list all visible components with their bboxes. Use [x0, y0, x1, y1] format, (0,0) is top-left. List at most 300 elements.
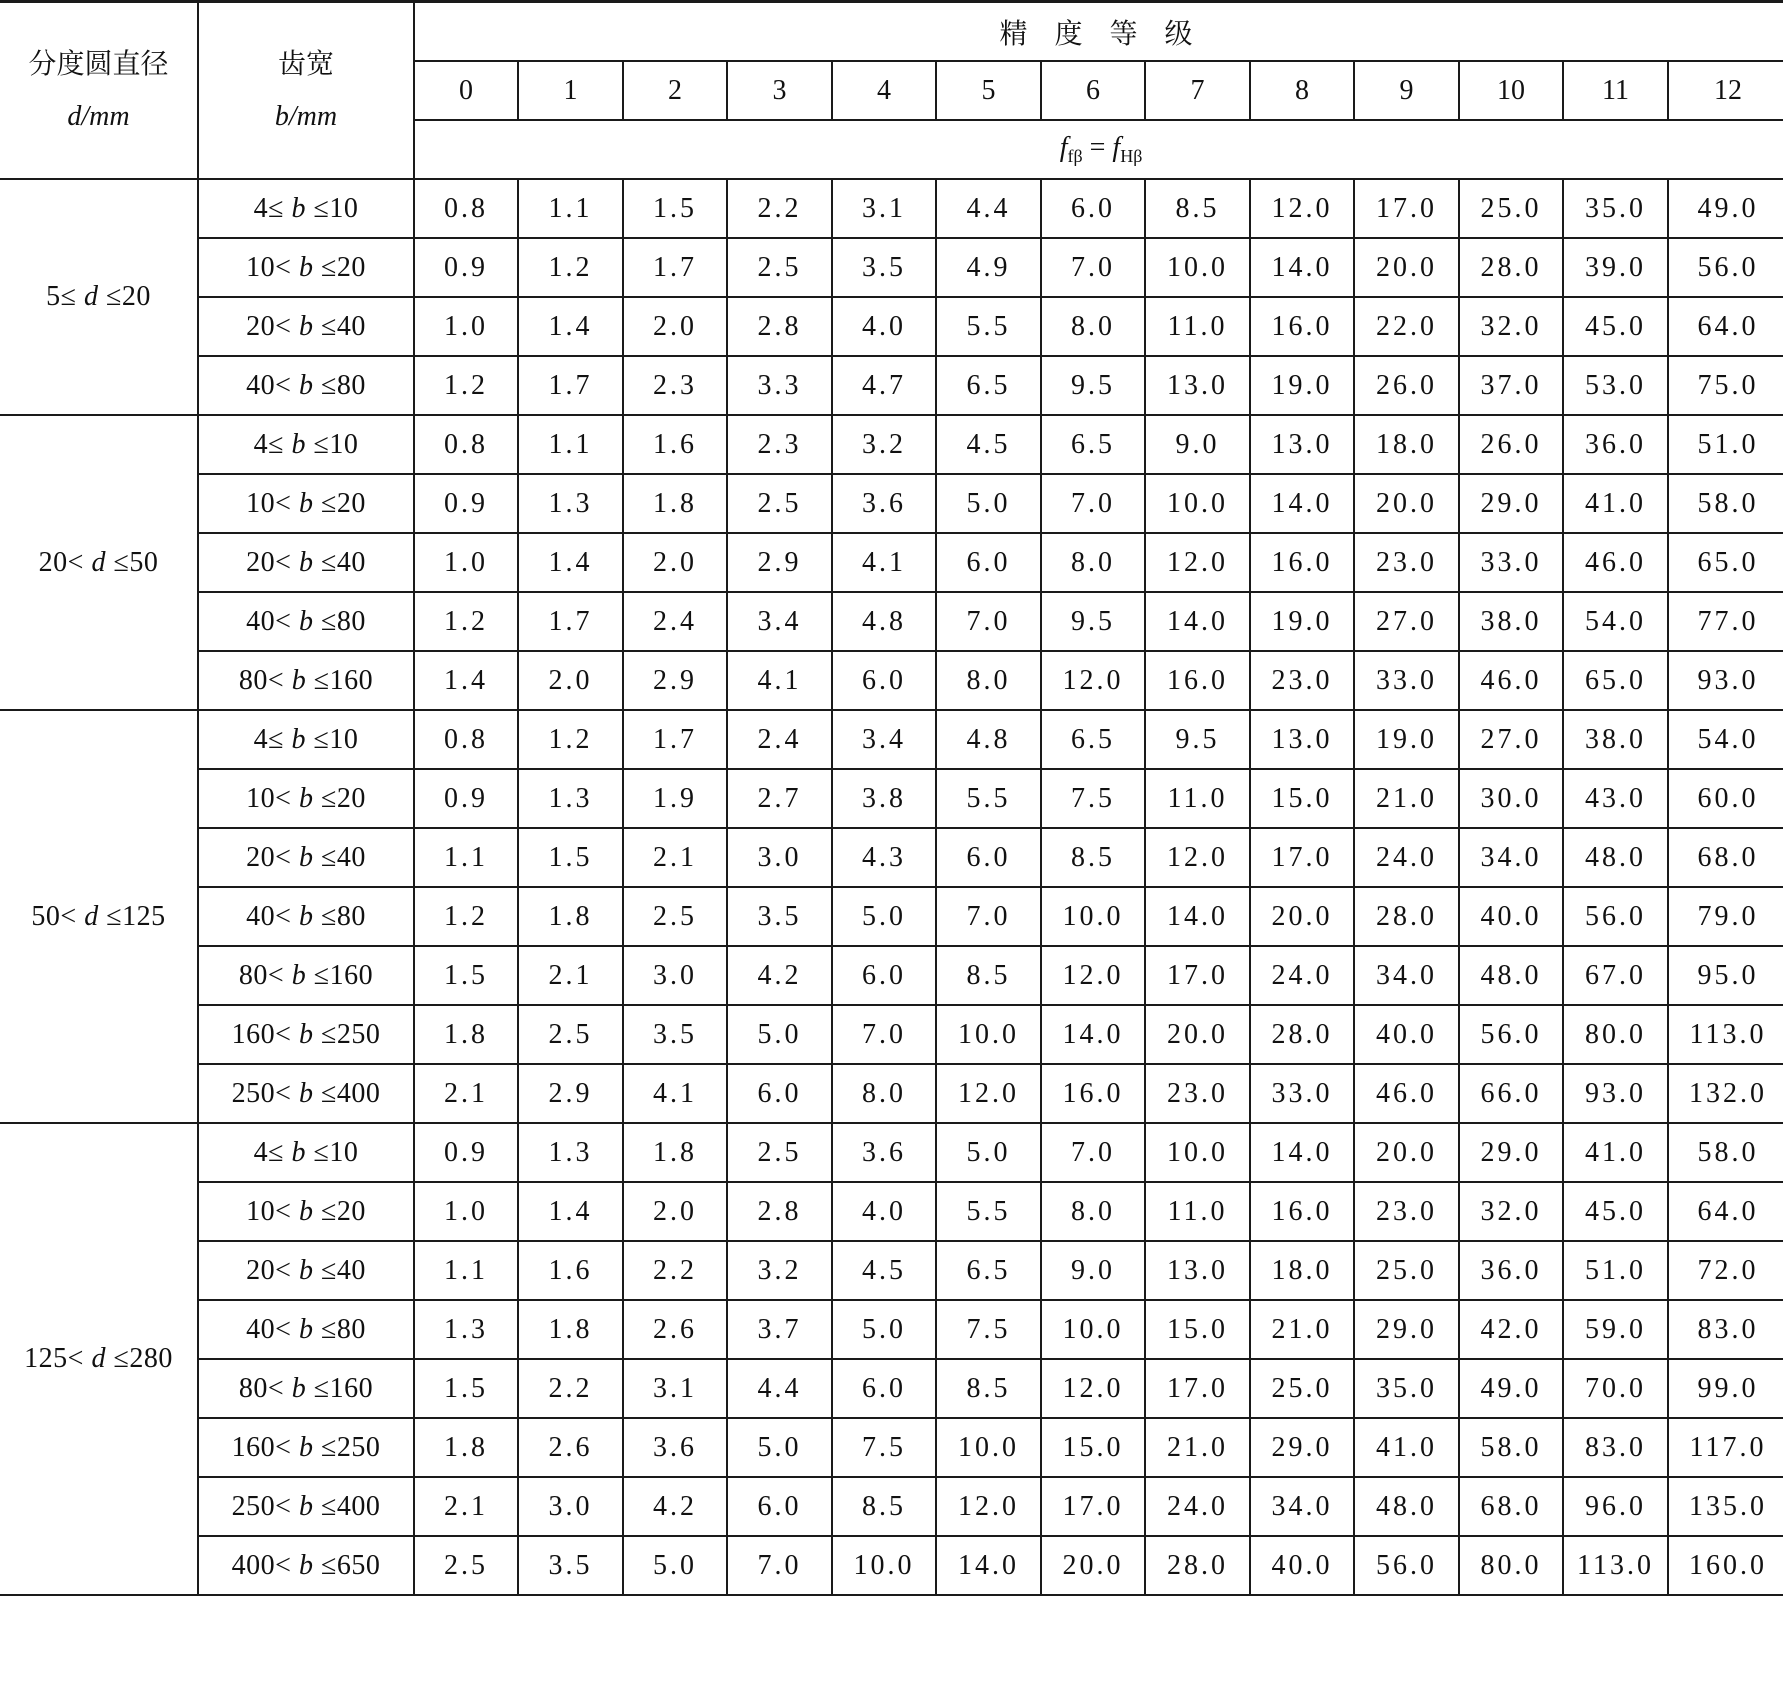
value-cell-grade-8: 33.0: [1250, 1064, 1354, 1123]
value-cell-grade-12: 64.0: [1668, 1182, 1783, 1241]
value-cell-grade-11: 83.0: [1563, 1418, 1668, 1477]
value-cell-grade-1: 1.8: [518, 1300, 623, 1359]
value-cell-grade-10: 37.0: [1459, 356, 1563, 415]
value-cell-grade-2: 1.7: [623, 238, 727, 297]
header-formula: $f_{f\beta} = f_{H\beta}$: [414, 120, 1783, 179]
value-cell-grade-7: 10.0: [1145, 238, 1250, 297]
value-cell-grade-6: 15.0: [1041, 1418, 1145, 1477]
value-cell-grade-7: 20.0: [1145, 1005, 1250, 1064]
grade-header-8: 8: [1250, 61, 1354, 120]
value-cell-grade-0: 1.0: [414, 1182, 518, 1241]
table-row: [0, 1005, 1783, 1064]
value-cell-grade-10: 46.0: [1459, 651, 1563, 710]
value-cell-grade-9: 18.0: [1354, 415, 1459, 474]
value-cell-grade-3: 2.8: [727, 297, 832, 356]
width-range-cell: 4≤ b ≤10: [198, 1123, 414, 1182]
value-cell-grade-9: 46.0: [1354, 1064, 1459, 1123]
value-cell-grade-12: 54.0: [1668, 710, 1783, 769]
value-cell-grade-11: 93.0: [1563, 1064, 1668, 1123]
value-cell-grade-2: 4.2: [623, 1477, 727, 1536]
width-range-cell: 10< b ≤20: [198, 238, 414, 297]
value-cell-grade-3: 3.3: [727, 356, 832, 415]
table-row: [0, 238, 1783, 297]
value-cell-grade-5: 5.0: [936, 1123, 1041, 1182]
value-cell-grade-3: 3.5: [727, 887, 832, 946]
value-cell-grade-2: 1.8: [623, 1123, 727, 1182]
table-row: [0, 1418, 1783, 1477]
value-cell-grade-8: 16.0: [1250, 1182, 1354, 1241]
width-range-cell: 40< b ≤80: [198, 592, 414, 651]
value-cell-grade-2: 2.0: [623, 1182, 727, 1241]
value-cell-grade-7: 12.0: [1145, 828, 1250, 887]
table-body: [0, 2, 1783, 1596]
value-cell-grade-8: 16.0: [1250, 533, 1354, 592]
value-cell-grade-4: 8.5: [832, 1477, 936, 1536]
table-row: [0, 297, 1783, 356]
value-cell-grade-12: 72.0: [1668, 1241, 1783, 1300]
width-range-cell: 160< b ≤250: [198, 1418, 414, 1477]
width-range-cell: 40< b ≤80: [198, 1300, 414, 1359]
value-cell-grade-10: 58.0: [1459, 1418, 1563, 1477]
value-cell-grade-8: 13.0: [1250, 710, 1354, 769]
value-cell-grade-12: 132.0: [1668, 1064, 1783, 1123]
value-cell-grade-4: 4.1: [832, 533, 936, 592]
value-cell-grade-3: 4.1: [727, 651, 832, 710]
value-cell-grade-7: 11.0: [1145, 297, 1250, 356]
value-cell-grade-11: 56.0: [1563, 887, 1668, 946]
value-cell-grade-11: 39.0: [1563, 238, 1668, 297]
value-cell-grade-5: 8.5: [936, 1359, 1041, 1418]
value-cell-grade-9: 19.0: [1354, 710, 1459, 769]
value-cell-grade-2: 2.4: [623, 592, 727, 651]
value-cell-grade-8: 28.0: [1250, 1005, 1354, 1064]
value-cell-grade-6: 6.5: [1041, 710, 1145, 769]
value-cell-grade-1: 3.0: [518, 1477, 623, 1536]
value-cell-grade-7: 16.0: [1145, 651, 1250, 710]
width-range-cell: 10< b ≤20: [198, 769, 414, 828]
table-row: [0, 1182, 1783, 1241]
value-cell-grade-9: 25.0: [1354, 1241, 1459, 1300]
value-cell-grade-7: 9.5: [1145, 710, 1250, 769]
value-cell-grade-2: 2.0: [623, 533, 727, 592]
table-row: [0, 1300, 1783, 1359]
value-cell-grade-6: 16.0: [1041, 1064, 1145, 1123]
value-cell-grade-8: 12.0: [1250, 179, 1354, 238]
value-cell-grade-9: 34.0: [1354, 946, 1459, 1005]
value-cell-grade-4: 4.0: [832, 1182, 936, 1241]
value-cell-grade-1: 1.4: [518, 297, 623, 356]
width-range-cell: 4≤ b ≤10: [198, 415, 414, 474]
value-cell-grade-8: 13.0: [1250, 415, 1354, 474]
value-cell-grade-0: 1.3: [414, 1300, 518, 1359]
value-cell-grade-3: 2.5: [727, 238, 832, 297]
header-width-unit: b/mm: [274, 100, 338, 132]
value-cell-grade-4: 10.0: [832, 1536, 936, 1595]
value-cell-grade-4: 4.5: [832, 1241, 936, 1300]
value-cell-grade-0: 1.2: [414, 356, 518, 415]
value-cell-grade-12: 79.0: [1668, 887, 1783, 946]
value-cell-grade-5: 5.5: [936, 297, 1041, 356]
value-cell-grade-10: 33.0: [1459, 533, 1563, 592]
value-cell-grade-4: 4.0: [832, 297, 936, 356]
value-cell-grade-1: 2.0: [518, 651, 623, 710]
table-row: [0, 1123, 1783, 1182]
value-cell-grade-8: 40.0: [1250, 1536, 1354, 1595]
value-cell-grade-11: 43.0: [1563, 769, 1668, 828]
value-cell-grade-10: 29.0: [1459, 1123, 1563, 1182]
value-cell-grade-10: 80.0: [1459, 1536, 1563, 1595]
value-cell-grade-1: 1.5: [518, 828, 623, 887]
width-range-cell: 20< b ≤40: [198, 533, 414, 592]
value-cell-grade-0: 1.0: [414, 533, 518, 592]
width-range-cell: 4≤ b ≤10: [198, 710, 414, 769]
value-cell-grade-10: 27.0: [1459, 710, 1563, 769]
value-cell-grade-6: 7.5: [1041, 769, 1145, 828]
value-cell-grade-0: 1.8: [414, 1005, 518, 1064]
value-cell-grade-2: 2.0: [623, 297, 727, 356]
value-cell-grade-1: 3.5: [518, 1536, 623, 1595]
value-cell-grade-5: 12.0: [936, 1064, 1041, 1123]
value-cell-grade-1: 1.7: [518, 592, 623, 651]
value-cell-grade-10: 42.0: [1459, 1300, 1563, 1359]
value-cell-grade-9: 41.0: [1354, 1418, 1459, 1477]
width-range-cell: 400< b ≤650: [198, 1536, 414, 1595]
value-cell-grade-4: 3.2: [832, 415, 936, 474]
value-cell-grade-11: 67.0: [1563, 946, 1668, 1005]
value-cell-grade-1: 2.6: [518, 1418, 623, 1477]
value-cell-grade-7: 8.5: [1145, 179, 1250, 238]
value-cell-grade-10: 36.0: [1459, 1241, 1563, 1300]
table-row: [0, 179, 1783, 238]
value-cell-grade-3: 3.0: [727, 828, 832, 887]
value-cell-grade-0: 1.2: [414, 592, 518, 651]
value-cell-grade-3: 2.4: [727, 710, 832, 769]
value-cell-grade-6: 10.0: [1041, 1300, 1145, 1359]
value-cell-grade-7: 14.0: [1145, 887, 1250, 946]
value-cell-grade-9: 35.0: [1354, 1359, 1459, 1418]
grade-header-12: 12: [1668, 61, 1783, 120]
width-range-cell: 40< b ≤80: [198, 356, 414, 415]
value-cell-grade-10: 49.0: [1459, 1359, 1563, 1418]
value-cell-grade-5: 8.5: [936, 946, 1041, 1005]
value-cell-grade-9: 23.0: [1354, 1182, 1459, 1241]
value-cell-grade-6: 8.5: [1041, 828, 1145, 887]
value-cell-grade-9: 24.0: [1354, 828, 1459, 887]
value-cell-grade-1: 1.4: [518, 533, 623, 592]
value-cell-grade-4: 3.6: [832, 1123, 936, 1182]
value-cell-grade-7: 13.0: [1145, 1241, 1250, 1300]
header-width-label: 齿宽: [277, 48, 334, 80]
value-cell-grade-7: 9.0: [1145, 415, 1250, 474]
value-cell-grade-11: 48.0: [1563, 828, 1668, 887]
value-cell-grade-7: 21.0: [1145, 1418, 1250, 1477]
value-cell-grade-12: 64.0: [1668, 297, 1783, 356]
value-cell-grade-1: 2.1: [518, 946, 623, 1005]
value-cell-grade-4: 6.0: [832, 651, 936, 710]
value-cell-grade-0: 1.2: [414, 887, 518, 946]
value-cell-grade-0: 2.1: [414, 1064, 518, 1123]
value-cell-grade-5: 4.8: [936, 710, 1041, 769]
diameter-range-cell: 50< d ≤125: [0, 710, 198, 1123]
value-cell-grade-4: 3.6: [832, 474, 936, 533]
value-cell-grade-8: 18.0: [1250, 1241, 1354, 1300]
value-cell-grade-9: 27.0: [1354, 592, 1459, 651]
table-row: [0, 533, 1783, 592]
value-cell-grade-0: 0.8: [414, 179, 518, 238]
value-cell-grade-3: 2.3: [727, 415, 832, 474]
value-cell-grade-3: 2.5: [727, 474, 832, 533]
value-cell-grade-7: 11.0: [1145, 1182, 1250, 1241]
value-cell-grade-0: 0.9: [414, 1123, 518, 1182]
table-row: [0, 1241, 1783, 1300]
value-cell-grade-3: 2.2: [727, 179, 832, 238]
value-cell-grade-4: 6.0: [832, 946, 936, 1005]
value-cell-grade-2: 3.6: [623, 1418, 727, 1477]
value-cell-grade-0: 1.1: [414, 1241, 518, 1300]
value-cell-grade-5: 5.5: [936, 769, 1041, 828]
value-cell-grade-12: 75.0: [1668, 356, 1783, 415]
value-cell-grade-5: 4.4: [936, 179, 1041, 238]
value-cell-grade-3: 3.7: [727, 1300, 832, 1359]
value-cell-grade-2: 2.2: [623, 1241, 727, 1300]
header-diameter-unit: d/mm: [67, 100, 130, 132]
value-cell-grade-10: 29.0: [1459, 474, 1563, 533]
value-cell-grade-6: 8.0: [1041, 533, 1145, 592]
table-row: [0, 474, 1783, 533]
value-cell-grade-0: 1.5: [414, 946, 518, 1005]
value-cell-grade-7: 13.0: [1145, 356, 1250, 415]
value-cell-grade-5: 5.5: [936, 1182, 1041, 1241]
value-cell-grade-9: 29.0: [1354, 1300, 1459, 1359]
value-cell-grade-10: 38.0: [1459, 592, 1563, 651]
value-cell-grade-11: 41.0: [1563, 474, 1668, 533]
table-row: [0, 415, 1783, 474]
value-cell-grade-2: 3.1: [623, 1359, 727, 1418]
value-cell-grade-6: 9.0: [1041, 1241, 1145, 1300]
grade-header-1: 1: [518, 61, 623, 120]
width-range-cell: 10< b ≤20: [198, 474, 414, 533]
value-cell-grade-8: 14.0: [1250, 1123, 1354, 1182]
width-range-cell: 250< b ≤400: [198, 1064, 414, 1123]
value-cell-grade-6: 12.0: [1041, 651, 1145, 710]
value-cell-grade-8: 17.0: [1250, 828, 1354, 887]
value-cell-grade-2: 1.7: [623, 710, 727, 769]
value-cell-grade-9: 20.0: [1354, 238, 1459, 297]
value-cell-grade-8: 16.0: [1250, 297, 1354, 356]
header-diameter-label: 分度圆直径: [28, 48, 169, 80]
value-cell-grade-7: 15.0: [1145, 1300, 1250, 1359]
value-cell-grade-5: 4.5: [936, 415, 1041, 474]
value-cell-grade-8: 29.0: [1250, 1418, 1354, 1477]
value-cell-grade-0: 1.4: [414, 651, 518, 710]
value-cell-grade-1: 1.6: [518, 1241, 623, 1300]
value-cell-grade-3: 2.9: [727, 533, 832, 592]
value-cell-grade-0: 0.9: [414, 769, 518, 828]
value-cell-grade-6: 8.0: [1041, 297, 1145, 356]
width-range-cell: 80< b ≤160: [198, 946, 414, 1005]
width-range-cell: 160< b ≤250: [198, 1005, 414, 1064]
value-cell-grade-4: 6.0: [832, 1359, 936, 1418]
value-cell-grade-7: 11.0: [1145, 769, 1250, 828]
diameter-range-cell: 125< d ≤280: [0, 1123, 198, 1595]
header-precision-title: 精 度 等 级: [414, 2, 1783, 62]
value-cell-grade-4: 8.0: [832, 1064, 936, 1123]
value-cell-grade-1: 1.8: [518, 887, 623, 946]
value-cell-grade-7: 17.0: [1145, 946, 1250, 1005]
value-cell-grade-6: 6.0: [1041, 179, 1145, 238]
value-cell-grade-8: 15.0: [1250, 769, 1354, 828]
value-cell-grade-5: 5.0: [936, 474, 1041, 533]
value-cell-grade-9: 56.0: [1354, 1536, 1459, 1595]
value-cell-grade-0: 1.1: [414, 828, 518, 887]
width-range-cell: 10< b ≤20: [198, 1182, 414, 1241]
value-cell-grade-2: 1.9: [623, 769, 727, 828]
value-cell-grade-7: 17.0: [1145, 1359, 1250, 1418]
value-cell-grade-0: 2.5: [414, 1536, 518, 1595]
header-width: [198, 2, 414, 180]
value-cell-grade-9: 22.0: [1354, 297, 1459, 356]
value-cell-grade-3: 2.8: [727, 1182, 832, 1241]
value-cell-grade-12: 113.0: [1668, 1005, 1783, 1064]
value-cell-grade-7: 28.0: [1145, 1536, 1250, 1595]
value-cell-grade-3: 4.2: [727, 946, 832, 1005]
value-cell-grade-0: 0.8: [414, 710, 518, 769]
value-cell-grade-4: 5.0: [832, 887, 936, 946]
value-cell-grade-1: 1.3: [518, 1123, 623, 1182]
value-cell-grade-11: 35.0: [1563, 179, 1668, 238]
value-cell-grade-1: 1.4: [518, 1182, 623, 1241]
grade-header-10: 10: [1459, 61, 1563, 120]
value-cell-grade-9: 21.0: [1354, 769, 1459, 828]
value-cell-grade-1: 1.1: [518, 415, 623, 474]
value-cell-grade-6: 6.5: [1041, 415, 1145, 474]
value-cell-grade-8: 25.0: [1250, 1359, 1354, 1418]
value-cell-grade-7: 10.0: [1145, 474, 1250, 533]
value-cell-grade-12: 58.0: [1668, 474, 1783, 533]
value-cell-grade-5: 7.0: [936, 887, 1041, 946]
value-cell-grade-9: 48.0: [1354, 1477, 1459, 1536]
value-cell-grade-1: 1.3: [518, 769, 623, 828]
grade-header-11: 11: [1563, 61, 1668, 120]
grade-header-7: 7: [1145, 61, 1250, 120]
value-cell-grade-9: 28.0: [1354, 887, 1459, 946]
table-row: [0, 1477, 1783, 1536]
value-cell-grade-8: 19.0: [1250, 356, 1354, 415]
value-cell-grade-10: 26.0: [1459, 415, 1563, 474]
value-cell-grade-5: 10.0: [936, 1005, 1041, 1064]
value-cell-grade-3: 5.0: [727, 1005, 832, 1064]
value-cell-grade-6: 17.0: [1041, 1477, 1145, 1536]
value-cell-grade-9: 23.0: [1354, 533, 1459, 592]
value-cell-grade-3: 3.4: [727, 592, 832, 651]
value-cell-grade-1: 2.5: [518, 1005, 623, 1064]
value-cell-grade-8: 23.0: [1250, 651, 1354, 710]
grade-header-9: 9: [1354, 61, 1459, 120]
value-cell-grade-12: 117.0: [1668, 1418, 1783, 1477]
value-cell-grade-10: 66.0: [1459, 1064, 1563, 1123]
value-cell-grade-2: 2.6: [623, 1300, 727, 1359]
value-cell-grade-3: 4.4: [727, 1359, 832, 1418]
value-cell-grade-6: 20.0: [1041, 1536, 1145, 1595]
value-cell-grade-12: 58.0: [1668, 1123, 1783, 1182]
value-cell-grade-7: 12.0: [1145, 533, 1250, 592]
value-cell-grade-10: 48.0: [1459, 946, 1563, 1005]
value-cell-grade-2: 2.5: [623, 887, 727, 946]
value-cell-grade-0: 0.9: [414, 238, 518, 297]
width-range-cell: 4≤ b ≤10: [198, 179, 414, 238]
width-range-cell: 20< b ≤40: [198, 1241, 414, 1300]
value-cell-grade-8: 21.0: [1250, 1300, 1354, 1359]
value-cell-grade-4: 3.5: [832, 238, 936, 297]
value-cell-grade-8: 14.0: [1250, 238, 1354, 297]
value-cell-grade-9: 26.0: [1354, 356, 1459, 415]
value-cell-grade-12: 83.0: [1668, 1300, 1783, 1359]
table-row: [0, 1536, 1783, 1595]
value-cell-grade-5: 7.5: [936, 1300, 1041, 1359]
value-cell-grade-4: 4.8: [832, 592, 936, 651]
value-cell-grade-1: 1.2: [518, 710, 623, 769]
table-row: [0, 651, 1783, 710]
value-cell-grade-4: 7.0: [832, 1005, 936, 1064]
value-cell-grade-10: 30.0: [1459, 769, 1563, 828]
value-cell-grade-6: 12.0: [1041, 1359, 1145, 1418]
value-cell-grade-2: 1.5: [623, 179, 727, 238]
value-cell-grade-7: 10.0: [1145, 1123, 1250, 1182]
value-cell-grade-5: 12.0: [936, 1477, 1041, 1536]
value-cell-grade-12: 93.0: [1668, 651, 1783, 710]
value-cell-grade-5: 6.5: [936, 356, 1041, 415]
value-cell-grade-10: 40.0: [1459, 887, 1563, 946]
value-cell-grade-6: 14.0: [1041, 1005, 1145, 1064]
value-cell-grade-4: 4.7: [832, 356, 936, 415]
value-cell-grade-4: 3.8: [832, 769, 936, 828]
value-cell-grade-12: 60.0: [1668, 769, 1783, 828]
value-cell-grade-7: 23.0: [1145, 1064, 1250, 1123]
value-cell-grade-12: 68.0: [1668, 828, 1783, 887]
value-cell-grade-5: 7.0: [936, 592, 1041, 651]
value-cell-grade-11: 59.0: [1563, 1300, 1668, 1359]
value-cell-grade-2: 2.1: [623, 828, 727, 887]
value-cell-grade-6: 7.0: [1041, 238, 1145, 297]
table-row: [0, 946, 1783, 1005]
value-cell-grade-11: 96.0: [1563, 1477, 1668, 1536]
value-cell-grade-9: 20.0: [1354, 1123, 1459, 1182]
value-cell-grade-3: 3.2: [727, 1241, 832, 1300]
value-cell-grade-10: 25.0: [1459, 179, 1563, 238]
value-cell-grade-5: 8.0: [936, 651, 1041, 710]
width-range-cell: 40< b ≤80: [198, 887, 414, 946]
width-range-cell: 20< b ≤40: [198, 297, 414, 356]
value-cell-grade-2: 1.8: [623, 474, 727, 533]
value-cell-grade-0: 2.1: [414, 1477, 518, 1536]
value-cell-grade-0: 1.5: [414, 1359, 518, 1418]
value-cell-grade-6: 7.0: [1041, 1123, 1145, 1182]
value-cell-grade-4: 5.0: [832, 1300, 936, 1359]
value-cell-grade-0: 0.8: [414, 415, 518, 474]
value-cell-grade-6: 7.0: [1041, 474, 1145, 533]
value-cell-grade-12: 135.0: [1668, 1477, 1783, 1536]
value-cell-grade-0: 1.8: [414, 1418, 518, 1477]
value-cell-grade-7: 14.0: [1145, 592, 1250, 651]
value-cell-grade-10: 32.0: [1459, 297, 1563, 356]
grade-header-6: 6: [1041, 61, 1145, 120]
value-cell-grade-1: 1.1: [518, 179, 623, 238]
value-cell-grade-3: 6.0: [727, 1477, 832, 1536]
value-cell-grade-0: 1.0: [414, 297, 518, 356]
value-cell-grade-2: 2.3: [623, 356, 727, 415]
value-cell-grade-5: 4.9: [936, 238, 1041, 297]
value-cell-grade-3: 5.0: [727, 1418, 832, 1477]
